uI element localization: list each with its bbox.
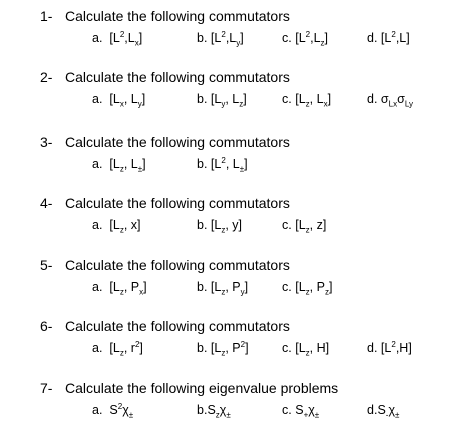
problem-heading <box>40 380 338 396</box>
problem-number: 1- <box>40 8 53 24</box>
formula: [$L_z$, $L_x$] <box>295 92 332 109</box>
item-a: a. [$L_z$, $r^2$] <box>92 339 143 358</box>
formula: $[L^2,L_z]$ <box>295 29 329 48</box>
item-c: c. [$L_z$, z] <box>282 218 327 235</box>
formula: [$L_z$, $P_z$] <box>295 280 333 297</box>
problem-heading <box>40 257 290 273</box>
problem-number: 7- <box>40 380 53 396</box>
formula: $S^2\chi_\pm$ <box>109 401 134 420</box>
item-b: b. [$L_z$, y] <box>197 218 243 235</box>
item-c: c. [$L_z$, $L_x$] <box>282 92 332 109</box>
problem-heading <box>40 134 290 150</box>
item-c: c. $S_+\chi_\pm$ <box>282 403 320 420</box>
item-b: b. [$L_y$, $L_z$] <box>197 92 247 109</box>
item-d: d. $[L^2,L]$ <box>367 29 410 45</box>
formula: [$L_z$, $L_\pm$] <box>109 157 146 174</box>
item-a: a. [$L_z$, x] <box>92 218 141 235</box>
item-b: $b.S_z\chi_\pm$ <box>197 403 231 420</box>
formula: $S_+\chi_\pm$ <box>295 403 320 420</box>
formula: $S_-\chi_\pm$ <box>377 403 400 420</box>
problem-number: 4- <box>40 195 53 211</box>
formula: [$L_z$, $P^2$] <box>210 339 249 358</box>
problem-title: Calculate the following commutators <box>65 318 290 334</box>
formula: [$L_z$, z] <box>295 218 327 235</box>
formula: $[L^2,H]$ <box>380 339 412 355</box>
problem-heading <box>40 8 290 24</box>
item-d: d. $\sigma_{Lx}\sigma_{Ly}$ <box>367 92 413 109</box>
formula: [$L_z$, y] <box>210 218 243 235</box>
problem-number: 2- <box>40 69 53 85</box>
problem-heading <box>40 69 290 85</box>
problem-heading <box>40 195 290 211</box>
formula: [$L_y$, $L_z$] <box>210 92 247 109</box>
item-b: b. $[L^2,L_y]$ <box>197 29 244 48</box>
item-a: a. [$L_z$, $P_x$] <box>92 280 147 297</box>
item-b: b. [$L_z$, $P^2$] <box>197 339 249 358</box>
problem-title: Calculate the following commutators <box>65 134 290 150</box>
problem-title: Calculate the following commutators <box>65 8 290 24</box>
formula: $[L^2,L_y]$ <box>210 29 244 48</box>
formula: [$L_z$, $r^2$] <box>109 339 143 358</box>
formula: $[L^2,L]$ <box>380 29 410 45</box>
item-a: a. [$L_x$, $L_y$] <box>92 92 146 109</box>
formula: [$L_x$, $L_y$] <box>109 92 146 109</box>
item-c: c. [$L_z$, $P_z$] <box>282 280 333 297</box>
formula: [$L_z$, $P_x$] <box>109 280 147 297</box>
item-a: a. [$L_z$, $L_\pm$] <box>92 157 146 174</box>
item-d: $d.S_-\chi_\pm$ <box>367 403 400 420</box>
problem-number: 6- <box>40 318 53 334</box>
problem-title: Calculate the following eigenvalue problems <box>65 380 339 396</box>
formula: [$L^2$, $L_\pm$] <box>210 155 248 174</box>
problem-title: Calculate the following commutators <box>65 69 290 85</box>
formula: $S_z\chi_\pm$ <box>207 403 231 420</box>
item-b: b. [$L^2$, $L_\pm$] <box>197 155 248 174</box>
problem-number: 5- <box>40 257 53 273</box>
item-a: a. $S^2\chi_\pm$ <box>92 401 134 420</box>
item-c: c. [$L_z$, H] <box>282 341 330 358</box>
problem-number: 3- <box>40 134 53 150</box>
formula: $[L^2,L_x]$ <box>109 29 143 48</box>
formula: [$L_z$, x] <box>109 218 141 235</box>
problem-title: Calculate the following commutators <box>65 257 290 273</box>
item-a: a. $[L^2,L_x]$ <box>92 29 143 48</box>
item-c: c. $[L^2,L_z]$ <box>282 29 329 48</box>
problem-title: Calculate the following commutators <box>65 195 290 211</box>
formula: [$L_z$, $P_y$] <box>210 280 249 297</box>
item-d: d. $[L^2,H]$ <box>367 339 412 355</box>
item-b: b. [$L_z$, $P_y$] <box>197 280 249 297</box>
formula: $\sigma_{Lx}\sigma_{Ly}$ <box>380 92 413 109</box>
formula: [$L_z$, H] <box>295 341 330 358</box>
problem-heading <box>40 318 290 334</box>
